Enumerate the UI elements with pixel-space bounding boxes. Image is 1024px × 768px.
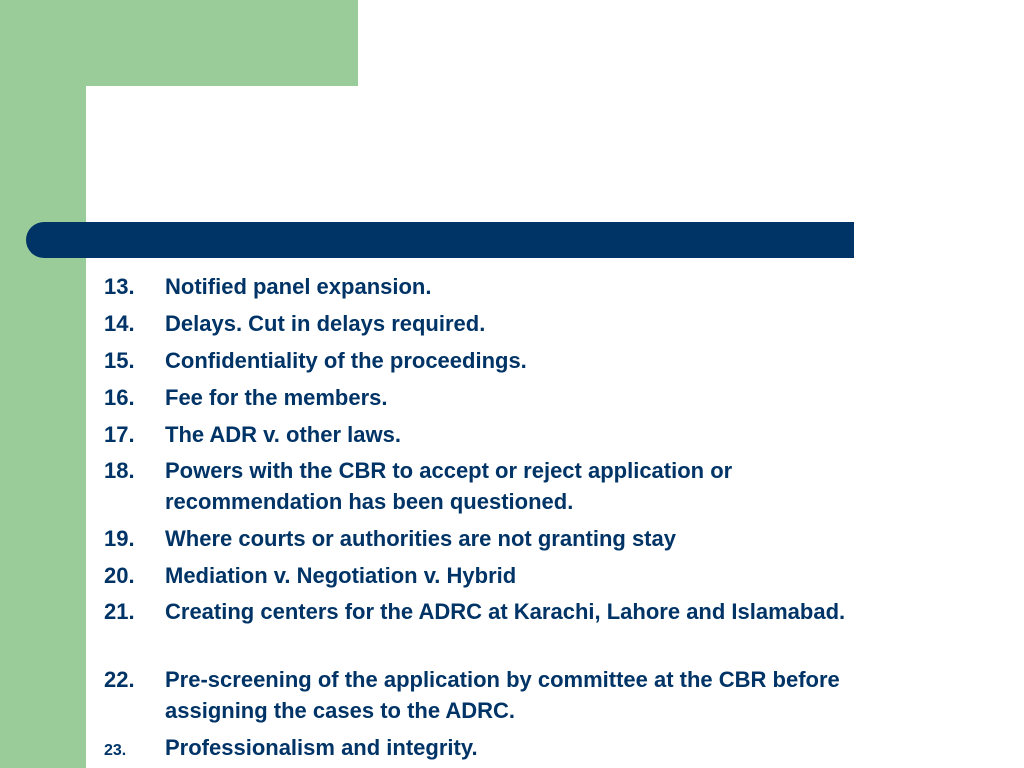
item-text: Delays. Cut in delays required. (165, 311, 486, 336)
item-text: Powers with the CBR to accept or reject application or recommendation has been questioned. (165, 458, 733, 514)
item-number: 13. (104, 274, 135, 299)
item-number: 23. (104, 742, 127, 759)
item-number: 16. (104, 385, 135, 410)
item-number: 17. (104, 422, 135, 447)
item-text: Notified panel expansion. (165, 274, 432, 299)
item-text: Where courts or authorities are not granting stay (165, 526, 676, 551)
item-number: 19. (104, 526, 135, 551)
item-text: Pre-screening of the application by committee at the CBR before assigning the cases to the ADRC. (165, 667, 840, 723)
item-text: Fee for the members. (165, 385, 388, 410)
item-number: 14. (104, 311, 135, 336)
item-number: 18. (104, 458, 135, 483)
item-number: 21. (104, 599, 135, 624)
item-text: Mediation v. Negotiation v. Hybrid (165, 563, 517, 588)
item-text: The ADR v. other laws. (165, 422, 401, 447)
item-number: 22. (104, 667, 135, 692)
item-number: 20. (104, 563, 135, 588)
item-text: Creating centers for the ADRC at Karachi, Lahore and Islamabad. (165, 599, 846, 624)
item-text: Professionalism and integrity. (165, 735, 478, 760)
item-number: 15. (104, 348, 135, 373)
item-text: Confidentiality of the proceedings. (165, 348, 527, 373)
